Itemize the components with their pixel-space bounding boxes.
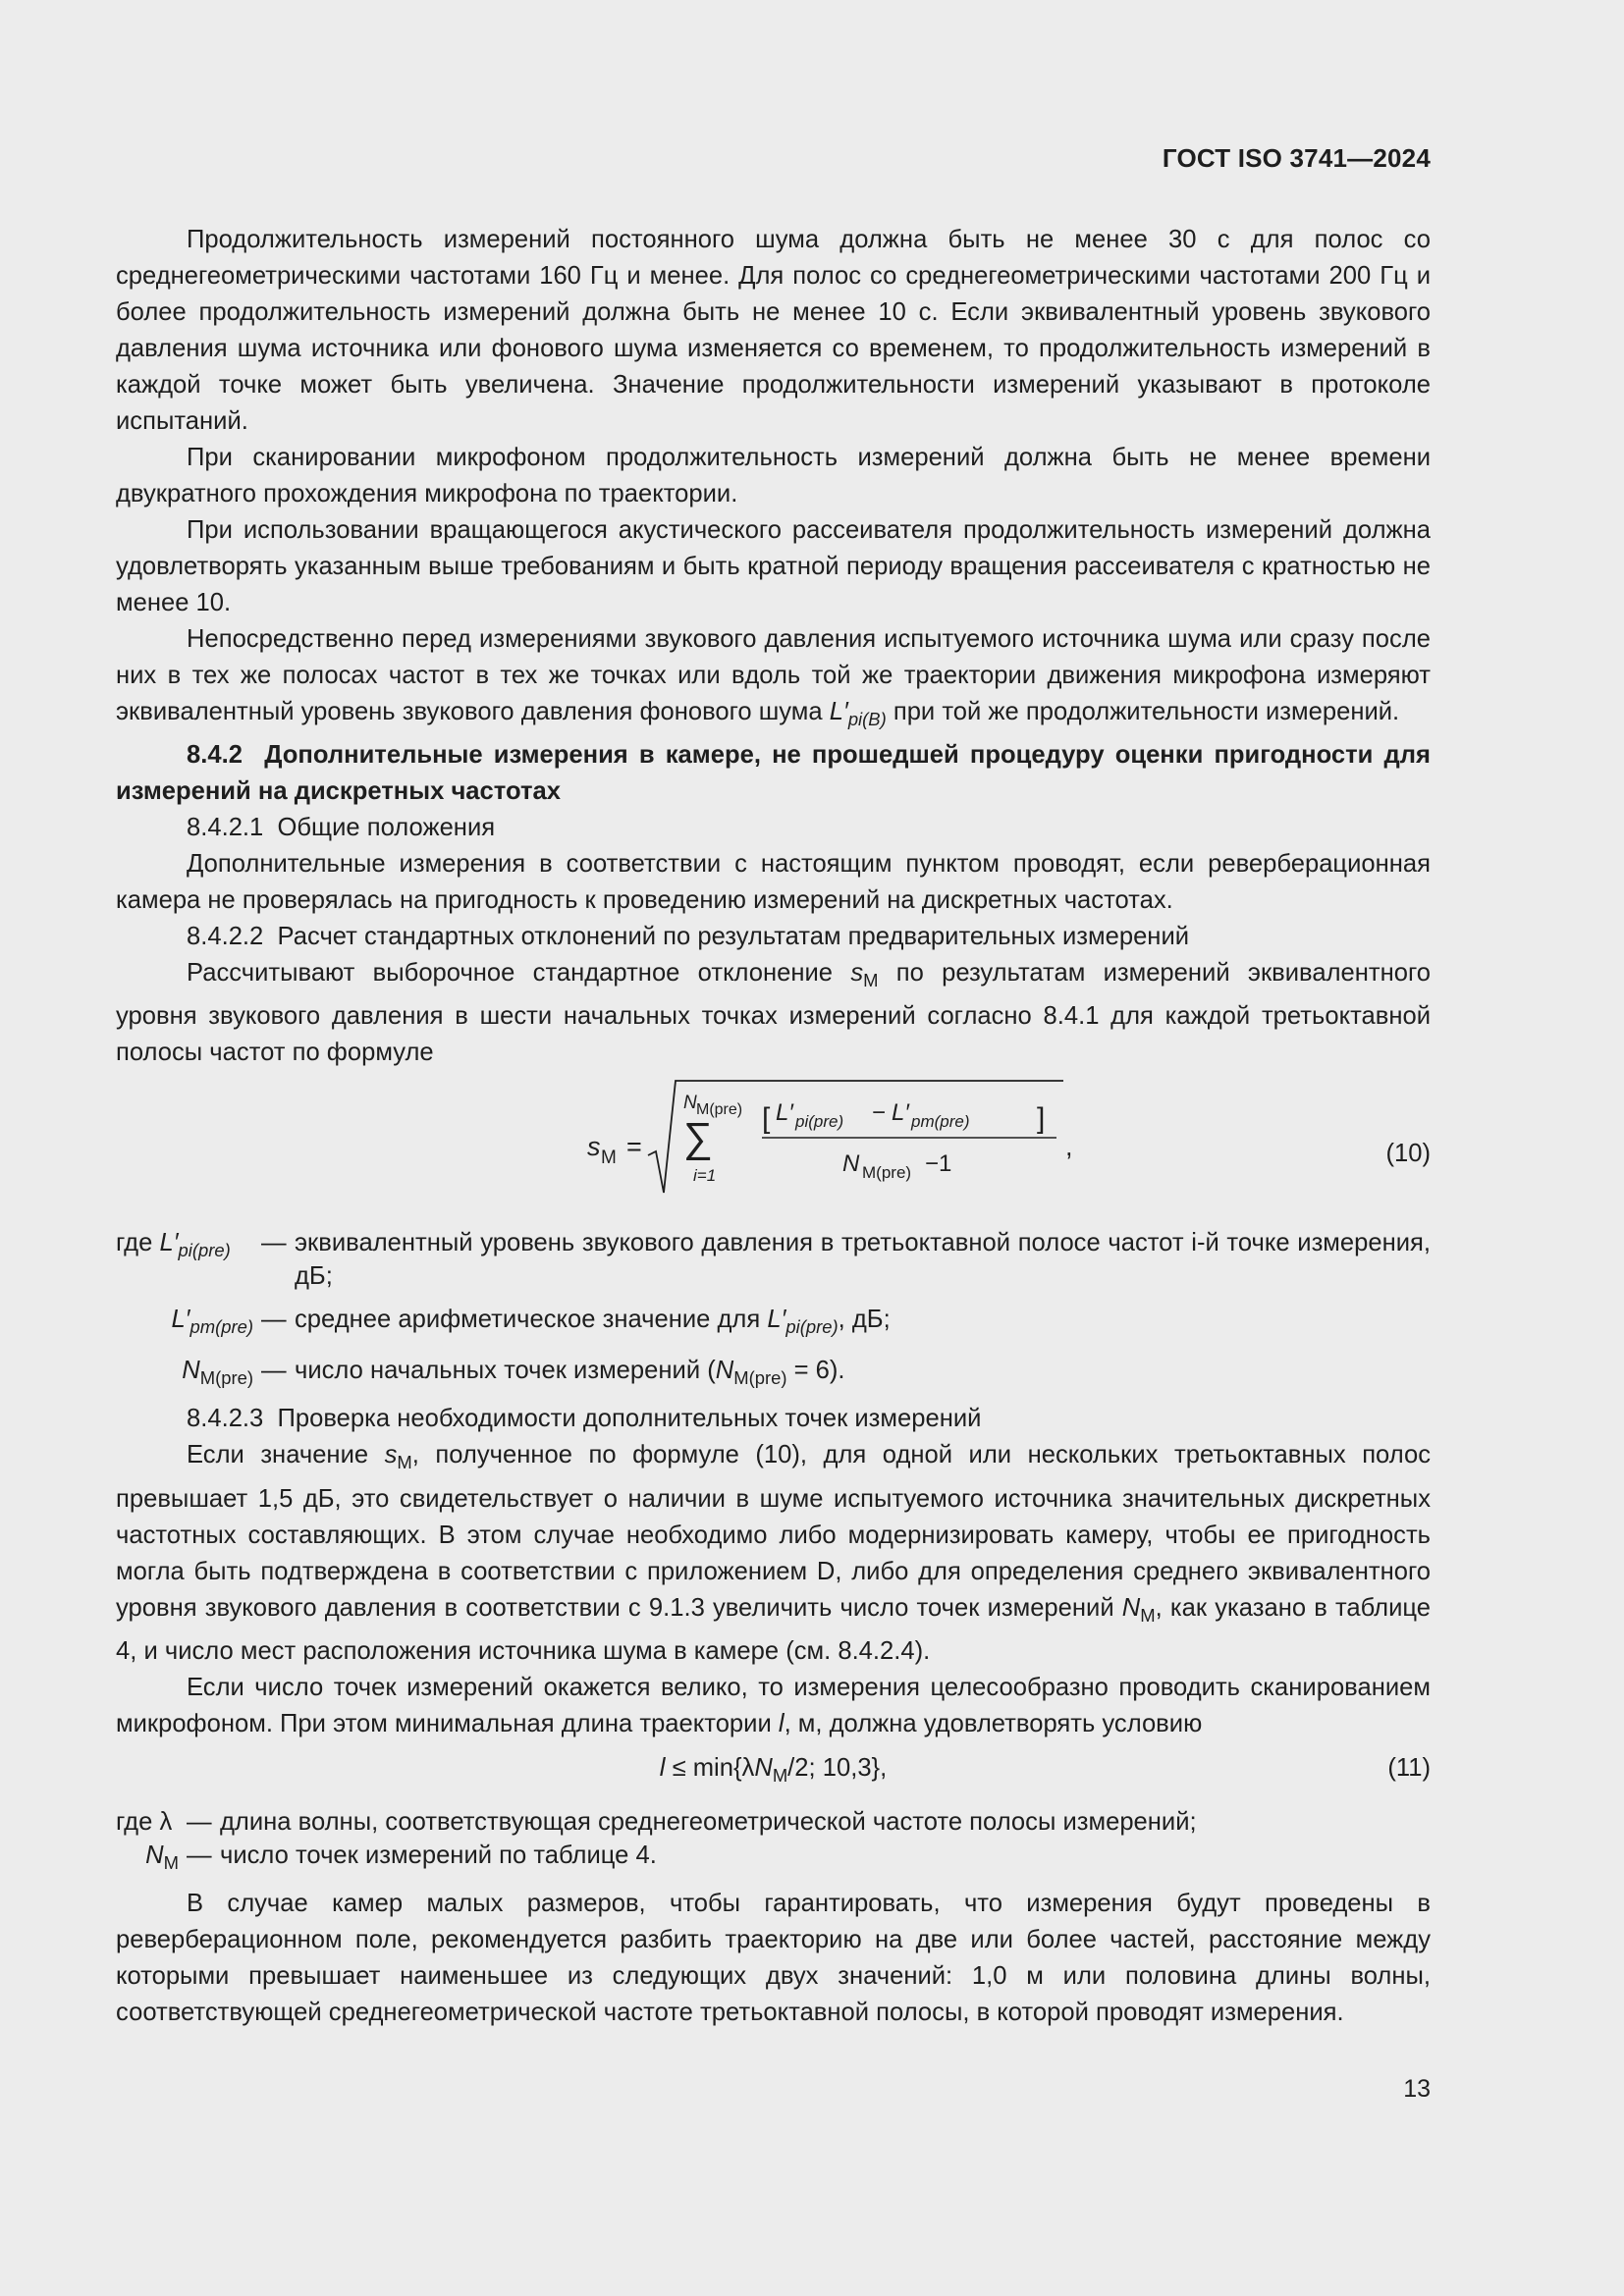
- symbol-background-level: $L'_{pi(B)}$: [829, 698, 887, 730]
- num-minus: −: [872, 1099, 887, 1127]
- paragraph: Если значение $s_M$, полученное по формуле (10), для одной или нескольких третьоктавных полос превышает 1,5 дБ, это свидетельствует о наличии в шуме испытуемого источника значительных дискретных частотных составляющих. В этом случае необходимо либо модернизировать камеру, чтобы ее пригодность могла быть подтверждена в соответствии с приложением D, либо для определения среднего эквивалентного уровня звукового давления в соответствии с 9.1.3 увеличить число точек измерений $N_M$, как указано в таблице 4, и число мест расположения источника шума в камере (см. 8.4.2.4).: [116, 1441, 1431, 1665]
- paragraph: При сканировании микрофоном продолжительность измерений должна быть не менее времени двукратного прохождения микрофона по траектории.: [116, 444, 1431, 507]
- num-a-sub: pi(pre): [795, 1112, 844, 1132]
- definition-dash: —: [261, 1229, 287, 1257]
- definition-symbol: где $L'_{pi(pre)}$: [116, 1229, 231, 1261]
- definition-row: [116, 1293, 1431, 1344]
- bracket-left-icon: [: [762, 1102, 771, 1136]
- definition-symbol: $L'_{pm(pre)}$: [171, 1306, 253, 1338]
- paragraph: Рассчитывают выборочное стандартное отклонение $s_M$ по результатам измерений эквивалентного уровня звукового давления в шести начальных точках измерений согласно 8.4.1 для каждой третьоктавной полосы частот по формуле: [116, 959, 1431, 1067]
- definition-row: [116, 1805, 1431, 1839]
- definition-text: число начальных точек измерений $(N_{M(pre)} = 6)$.: [295, 1357, 845, 1389]
- formula-10: [116, 1077, 1431, 1208]
- symbol-std-dev: $s_M$: [850, 959, 879, 991]
- page-content: [116, 222, 1431, 2031]
- subsection-heading: 8.4.2.2 Расчет стандартных отклонений по результатам предварительных измерений: [187, 923, 1190, 951]
- definition-dash: —: [187, 1807, 212, 1836]
- definition-text: число точек измерений по таблице 4.: [220, 1841, 657, 1869]
- sum-lower: i=1: [693, 1166, 717, 1186]
- equation-number: (10): [1385, 1140, 1431, 1168]
- paragraph: Если число точек измерений окажется велико, то измерения целесообразно проводить сканированием микрофоном. При этом минимальная длина траектории l, м, должна удовлетворять условию: [116, 1673, 1431, 1737]
- subsection-heading: 8.4.2.3 Проверка необходимости дополнительных точек измерений: [187, 1405, 982, 1433]
- den-sub: M(pre): [862, 1163, 912, 1183]
- definition-symbol: $N_{M(pre)}$: [182, 1357, 253, 1389]
- definitions-formula-11: [116, 1805, 1431, 1880]
- den: N: [842, 1150, 860, 1178]
- definition-row: [116, 1226, 1431, 1293]
- definition-symbol: где λ: [116, 1807, 173, 1836]
- symbol-points-count: $N_M$: [1121, 1593, 1156, 1626]
- subsection-heading: 8.4.2.1 Общие положения: [187, 814, 496, 842]
- document-id: ГОСТ ISO 3741—2024: [1162, 143, 1431, 173]
- definition-dash: —: [187, 1841, 212, 1869]
- text-fragment: Непосредственно перед измерениями звукового давления испытуемого источника шума или сразу после них в тех же полосах частот в тех же точках или вдоль той же траектории движения микрофона измеряют эквивалентный уровень звукового давления фонового шума: [116, 625, 1431, 725]
- symbol-path-length: l: [778, 1709, 785, 1737]
- formula-11-expression: $l \le \min\{\lambda N_M/2$; 10,3},: [659, 1753, 888, 1786]
- definition-text: длина волны, соответствующая среднегеометрической частоте полосы измерений;: [220, 1807, 1197, 1836]
- equation-number: (11): [1387, 1753, 1431, 1782]
- definition-row: [116, 1344, 1431, 1395]
- paragraph: Дополнительные измерения в соответствии с настоящим пунктом проводят, если реверберационная камера не проверялась на пригодность к проведению измерений на дискретных частотах.: [116, 850, 1431, 915]
- num-b-sub: pm(pre): [911, 1112, 970, 1132]
- formula-10-svg: [577, 1077, 1088, 1208]
- num-a: L′: [776, 1099, 793, 1127]
- sum-upper-sub: M(pre): [696, 1101, 743, 1119]
- paragraph: В случае камер малых размеров, чтобы гарантировать, что измерения будут проведены в реверберационном поле, рекомендуется разбить траекторию на две или более частей, расстояние между которыми превышает наименьшее из следующих двух значений: 1,0 м или половина длины волны, соответствующей среднегеометрической частоте третьоктавной полосы, в которой проводят измерения.: [116, 1889, 1431, 2026]
- bracket-right-icon: ]: [1037, 1102, 1046, 1136]
- paragraph: Продолжительность измерений постоянного шума должна быть не менее 30 с для полос со среднегеометрическими частотами 160 Гц и менее. Для полос со среднегеометрическими частотами 200 Гц и более продолжительность измерений должна быть не менее 10 с. Если эквивалентный уровень звукового давления шума источника или фонового шума изменяется со временем, то продолжительность измерений в каждой точке может быть увеличена. Значение продолжительности измерений указывают в протоколе испытаний.: [116, 226, 1431, 435]
- formula-comma: ,: [1065, 1132, 1073, 1162]
- definition-row: [116, 1839, 1431, 1880]
- formula-lhs-sub: M: [601, 1148, 617, 1169]
- symbol-std-dev: $s_M$: [384, 1441, 412, 1473]
- definition-symbol: $N_M$: [145, 1841, 179, 1873]
- definition-text: эквивалентный уровень звукового давления в третьоктавной полосе частот i-й точке измерения, дБ;: [295, 1229, 1431, 1291]
- definition-dash: —: [261, 1357, 287, 1385]
- page-number: 13: [1403, 2075, 1431, 2103]
- num-b: L′: [892, 1099, 909, 1127]
- sigma-sign: ∑: [683, 1114, 713, 1161]
- definition-text: среднее арифметическое значение для $L'_{pi(pre)}$, дБ;: [295, 1306, 891, 1338]
- formula-11: [116, 1750, 1431, 1793]
- paragraph: [116, 621, 1431, 737]
- formula-equals: =: [626, 1132, 642, 1162]
- den-tail: −1: [925, 1150, 952, 1178]
- formula-lhs: s: [587, 1132, 601, 1162]
- text-fragment: при той же продолжительности измерений.: [893, 698, 1400, 725]
- definitions-formula-10: [116, 1226, 1431, 1395]
- definition-dash: —: [261, 1306, 287, 1334]
- section-heading-8-4-2: 8.4.2 Дополнительные измерения в камере, не прошедшей процедуру оценки пригодности для измерений на дискретных частотах: [116, 741, 1431, 806]
- paragraph: При использовании вращающегося акустического рассеивателя продолжительность измерений должна удовлетворять указанным выше требованиям и быть кратной периоду вращения рассеивателя с кратностью не менее 10.: [116, 516, 1431, 616]
- sum-upper: N: [683, 1093, 697, 1114]
